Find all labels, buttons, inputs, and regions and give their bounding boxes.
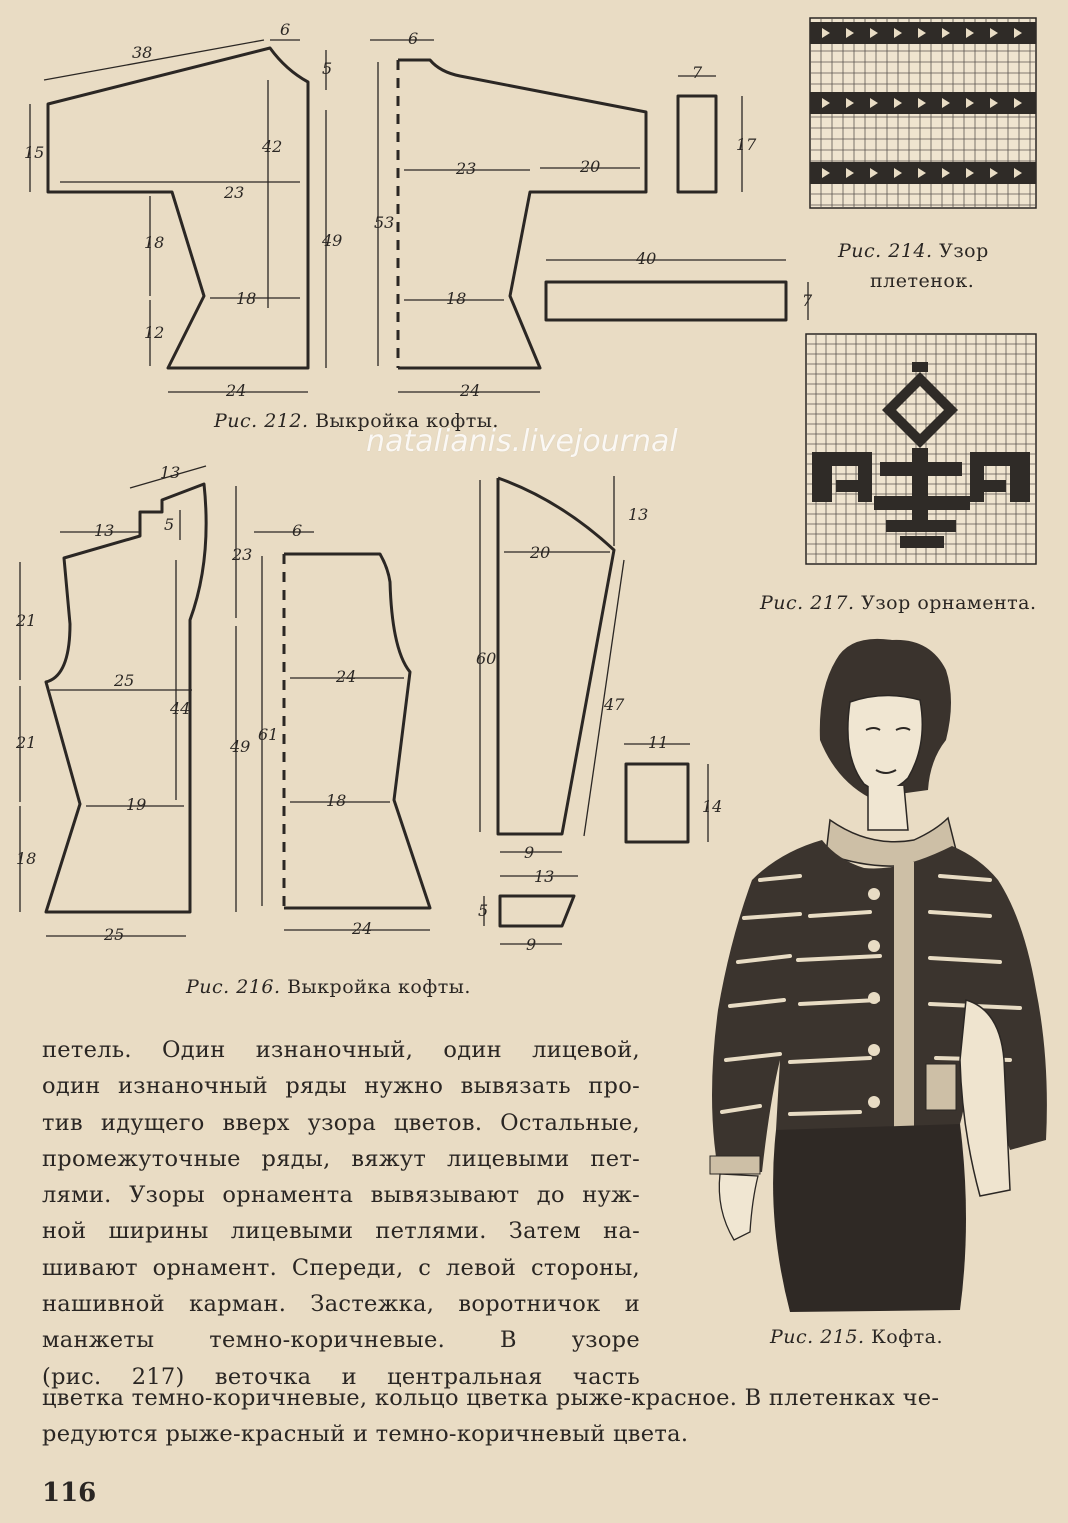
caption-fig217-label: Рис. 217. — [760, 592, 855, 614]
dim-216-front-len: 61 — [258, 725, 279, 744]
dim-212-chest-half: 23 — [224, 183, 245, 202]
fig215-cardigan-illustration — [710, 639, 1047, 1312]
dim-216-sleeve-cap: 13 — [628, 505, 649, 524]
caption-fig216 — [186, 976, 471, 998]
caption-fig214-title-line1: Узор — [939, 240, 989, 262]
body-text-column — [42, 1032, 640, 1395]
dim-212-waist: 18 — [236, 289, 257, 308]
fig216-back-piece — [20, 466, 236, 936]
fig216-collar-piece — [478, 867, 578, 954]
dim-212-neck-w: 6 — [280, 20, 291, 39]
caption-fig215-label: Рис. 215. — [770, 1326, 865, 1348]
caption-fig214-title-line2: плетенок. — [870, 270, 975, 292]
dim-216-front-chest: 24 — [336, 667, 357, 686]
body-line: ной ширины лицевыми петлями. Затем на- — [42, 1218, 640, 1245]
dim-212-neck-d: 5 — [322, 59, 333, 78]
dim-212-hip-up: 12 — [144, 323, 165, 342]
dim-216-front-hem: 24 — [352, 919, 373, 938]
dim-216-pocket-h: 14 — [702, 797, 723, 816]
dim-212-hem-front: 24 — [460, 381, 481, 400]
dim-216-hip-up: 18 — [16, 849, 37, 868]
body-wide-line: редуются рыже-красный и темно-коричневый цвета. — [42, 1421, 689, 1448]
fig212-front-piece — [370, 40, 646, 392]
body-line: нашивной карман. Застежка, воротничок и — [42, 1291, 640, 1318]
dim-216-pocket-w: 11 — [648, 733, 669, 752]
body-line: промежуточные ряды, вяжут лицевыми пет- — [42, 1145, 640, 1172]
dim-216-cuff-w: 9 — [524, 843, 535, 862]
dim-216-mid: 44 — [170, 699, 191, 718]
caption-fig217-title: Узор орнамента. — [861, 592, 1037, 614]
dim-212-front-neck-w: 6 — [408, 29, 419, 48]
dim-212-band-h: 7 — [802, 291, 813, 310]
watermark: natalianis.livejournal — [366, 424, 678, 459]
dim-216-collar-w: 13 — [534, 867, 555, 886]
fig217-ornament-pattern — [806, 334, 1036, 564]
body-line: (рис. 217) веточка и центральная часть — [42, 1363, 640, 1390]
page-number: 116 — [42, 1478, 97, 1508]
dim-216-front-waist: 18 — [326, 791, 347, 810]
caption-fig214 — [838, 240, 989, 262]
dim-216-sleeve-w: 20 — [530, 543, 551, 562]
fig212-back-dimension-labels — [24, 20, 342, 400]
dim-216-back-len: 23 — [232, 545, 253, 564]
dim-212-waist-front: 18 — [446, 289, 467, 308]
dim-216-front-neck-w: 6 — [292, 521, 303, 540]
body-line: один изнаночный ряды нужно вывязать про- — [42, 1073, 640, 1100]
caption-fig215 — [770, 1326, 943, 1348]
dim-212-armhole-h: 15 — [24, 143, 45, 162]
body-line: манжеты темно-коричневые. В узоре — [42, 1327, 640, 1354]
dim-212-band-len: 40 — [636, 249, 657, 268]
body-line: лями. Узоры орнамента вывязывают до нуж- — [42, 1182, 640, 1209]
fig212-front-dimension-labels — [374, 29, 600, 400]
dim-212-hem: 24 — [226, 381, 247, 400]
dim-216-waist: 19 — [126, 795, 147, 814]
fig212-back-piece — [30, 40, 326, 392]
fig216-front-dimension-labels — [258, 521, 372, 938]
caption-fig215-title: Кофта. — [871, 1326, 943, 1348]
caption-fig217 — [760, 592, 1037, 614]
caption-fig214-label: Рис. 214. — [838, 240, 933, 262]
dim-216-sleeve-len: 60 — [476, 649, 497, 668]
dim-216-collar-top: 13 — [94, 521, 115, 540]
caption-fig216-title: Выкройка кофты. — [287, 976, 471, 998]
body-line: петель. Один изнаночный, один лицевой, — [42, 1037, 640, 1063]
dim-216-hem: 25 — [104, 925, 125, 944]
fig216-pocket — [624, 733, 722, 842]
dim-212-cuff-w: 7 — [692, 63, 703, 82]
fig216-sleeve — [476, 476, 648, 862]
body-text-full-width — [42, 1380, 1002, 1453]
caption-fig212-label: Рис. 212. — [214, 410, 309, 432]
dim-216-collar-b: 9 — [526, 935, 537, 954]
dim-212-front-chest: 23 — [456, 159, 477, 178]
body-line: тив идущего вверх узора цветов. Остальные, — [42, 1109, 640, 1136]
dim-216-collar-d: 5 — [478, 901, 489, 920]
body-wide-line: цветка темно-коричневые, кольцо цветка рыже-красное. В плетенках че- — [42, 1385, 940, 1411]
fig214-braid-pattern — [810, 18, 1036, 208]
dim-216-waist-up: 21 — [16, 733, 37, 752]
caption-fig212-title: Выкройка кофты. — [315, 410, 499, 432]
dim-212-shoulder: 38 — [132, 43, 153, 62]
dim-212-front-len: 53 — [374, 213, 395, 232]
dim-212-side-len: 49 — [322, 231, 343, 250]
dim-212-cuff-h: 17 — [736, 135, 757, 154]
caption-fig214-line2 — [870, 270, 974, 292]
dim-212-waist-up: 18 — [144, 233, 165, 252]
dim-216-shoulder: 13 — [160, 463, 181, 482]
dim-216-chest: 25 — [114, 671, 135, 690]
fig216-front-piece — [254, 532, 430, 930]
caption-fig216-label: Рис. 216. — [186, 976, 281, 998]
dim-212-back-len: 42 — [262, 137, 283, 156]
dim-212-sleeve: 20 — [580, 157, 601, 176]
dim-216-sleeve-side: 47 — [604, 695, 625, 714]
body-line: шивают орнамент. Спереди, с левой стороны, — [42, 1254, 640, 1281]
dim-216-armhole-h: 21 — [16, 611, 37, 630]
dim-216-collar-h: 5 — [164, 515, 175, 534]
dim-216-side-len: 49 — [230, 737, 251, 756]
